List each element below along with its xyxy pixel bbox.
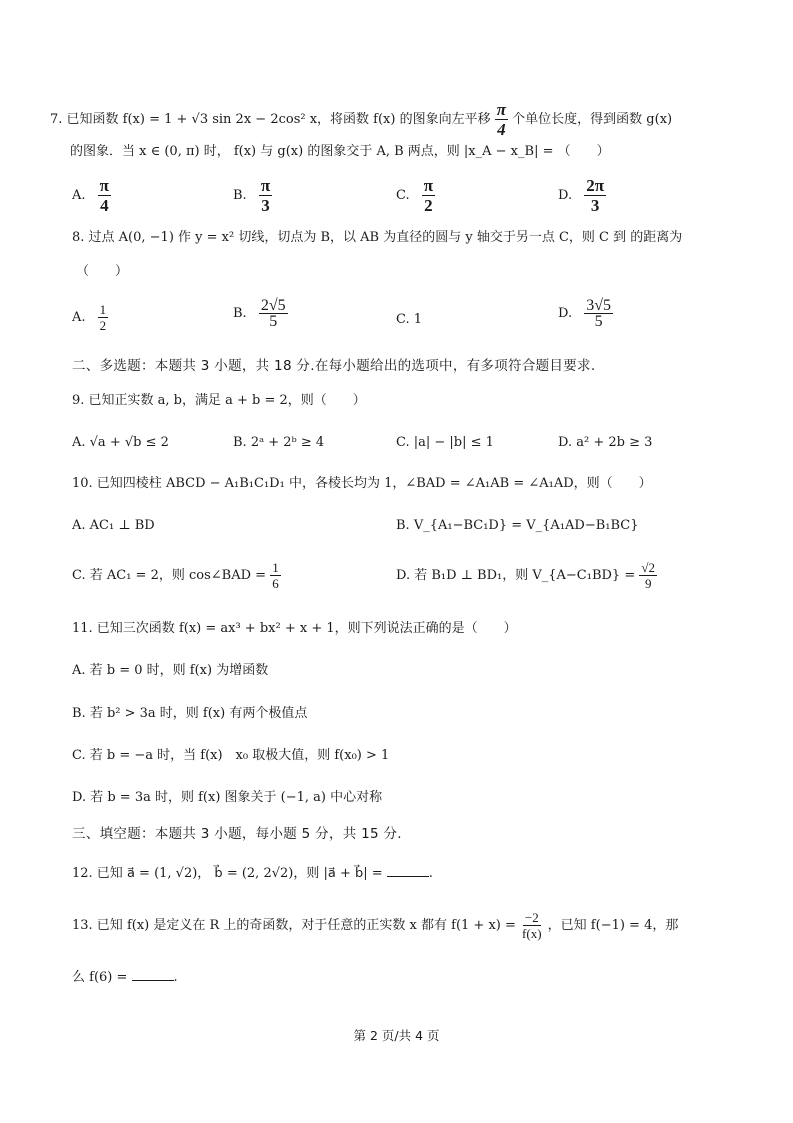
q7-option-d: [558, 176, 606, 215]
q8-option-d-frac: [584, 298, 613, 329]
q9-option-a: A. √a + √b ≤ 2: [72, 435, 169, 450]
q13-frac-num: −2: [524, 910, 539, 925]
q7-option-b-label: B.: [233, 188, 247, 203]
q10-option-a: A. AC₁ ⊥ BD: [72, 518, 155, 533]
q11-stem: 11. 已知三次函数 f(x) = ax³ + bx² + x + 1，则下列说法正确的是（ ）: [72, 621, 517, 636]
q7-stem-part2: 个单位长度，得到函数 g(x): [512, 112, 673, 127]
q7-option-d-den: 3: [590, 196, 600, 215]
q7-frac-num: π: [496, 100, 507, 119]
q7-option-b-den: 3: [261, 196, 270, 215]
q10-option-c: [72, 560, 281, 591]
q7-option-d-frac: [584, 176, 606, 215]
q7-option-a-num: π: [99, 176, 109, 195]
q12-line: [72, 862, 433, 884]
q8-option-a-den: 2: [99, 318, 107, 333]
q13-frac-den: f(x): [522, 926, 542, 941]
q8-option-a-num: 1: [99, 302, 107, 317]
q7-option-b-num: π: [260, 176, 271, 195]
q8-option-d-den: 5: [594, 313, 603, 330]
q8-option-c: [396, 310, 422, 330]
q7-option-c-frac: [422, 176, 435, 215]
q8-option-b-label: B.: [233, 306, 247, 321]
section-heading-fill-blank: 三、填空题：本题共 3 小题，每小题 5 分，共 15 分.: [72, 826, 402, 842]
q12-period: .: [428, 866, 433, 881]
q7-option-c-num: π: [423, 176, 434, 195]
q13-stem-part1: 13. 已知 f(x) 是定义在 R 上的奇函数，对于任意的正实数 x 都有 f(1 + x) =: [72, 918, 516, 933]
page-footer: 第 2 页/共 4 页: [353, 1028, 440, 1043]
q9-stem: 9. 已知正实数 a, b，满足 a + b = 2，则（ ）: [72, 393, 366, 408]
q8-line1: 8. 过点 A(0, −1) 作 y = x² 切线，切点为 B，以 AB 为直径的圆与 y 轴交于另一点 C，则 C 到 的距离为: [72, 230, 683, 245]
q7-option-c: [396, 176, 435, 215]
q7-option-b-frac: [259, 176, 272, 215]
q10-stem: 10. 已知四棱柱 ABCD − A₁B₁C₁D₁ 中，各棱长均为 1，∠BAD = ∠A₁AB = ∠A₁AD，则（ ）: [72, 476, 652, 491]
q10-option-c-text: C. 若 AC₁ = 2，则 cos∠BAD =: [72, 568, 267, 583]
q8-option-d: [558, 298, 613, 329]
q7-option-a: [72, 176, 111, 215]
q10-option-d-num: √2: [641, 560, 656, 575]
q7-option-a-frac: [98, 176, 111, 215]
q10-option-b: B. V_{A₁−BC₁D} = V_{A₁AD−B₁BC}: [396, 518, 639, 533]
q8-option-b-num: 2√5: [260, 297, 286, 314]
q11-option-a: A. 若 b = 0 时，则 f(x) 为增函数: [72, 663, 269, 678]
q7-option-a-label: A.: [72, 188, 86, 203]
q8-option-b: [233, 298, 288, 329]
q7-frac-den: 4: [497, 120, 506, 139]
q8-line2: （ ）: [76, 264, 129, 279]
q7-fraction: [495, 100, 508, 139]
q10-option-d: [396, 560, 657, 591]
q10-option-d-frac: [639, 560, 657, 591]
q7-option-d-num: 2π: [586, 176, 605, 195]
q10-option-d-den: 9: [644, 576, 652, 591]
q8-option-d-label: D.: [558, 306, 573, 321]
q11-option-b: B. 若 b² > 3a 时，则 f(x) 有两个极值点: [72, 706, 308, 721]
q10-option-c-frac: [270, 560, 281, 591]
q7-option-c-den: 2: [424, 196, 433, 215]
q7-option-a-den: 4: [100, 196, 109, 215]
q8-option-c-label: C.: [396, 312, 410, 327]
q8-option-b-frac: [259, 298, 288, 329]
q13-period: .: [173, 970, 178, 985]
q11-option-d: D. 若 b = 3a 时，则 f(x) 图象关于 (−1, a) 中心对称: [72, 790, 383, 805]
q8-option-a-label: A.: [72, 310, 86, 325]
q13-stem-line2: 么 f(6) =: [72, 970, 128, 985]
q13-fraction: [520, 910, 544, 941]
q11-option-c: C. 若 b = −a 时，当 f(x) x₀ 取极大值，则 f(x₀) > 1: [72, 748, 390, 763]
q7-option-b: [233, 176, 272, 215]
q10-option-c-den: 6: [272, 576, 279, 591]
q10-option-c-num: 1: [272, 560, 279, 575]
q8-option-a-frac: [98, 302, 109, 333]
q8-option-c-value: 1: [413, 312, 423, 327]
q7-option-d-label: D.: [558, 188, 573, 203]
q13-line1: [72, 910, 678, 941]
q13-stem-part2: ，已知 f(−1) = 4，那: [547, 918, 679, 933]
q9-option-b: B. 2ᵃ + 2ᵇ ≥ 4: [233, 435, 325, 450]
q8-option-b-den: 5: [269, 313, 278, 330]
q8-option-a: [72, 302, 108, 333]
q13-line2: [72, 966, 178, 988]
q9-option-c: C. |a| − |b| ≤ 1: [396, 435, 494, 450]
q12-answer-blank[interactable]: [387, 862, 429, 877]
q10-option-d-text: D. 若 B₁D ⊥ BD₁，则 V_{A−C₁BD} =: [396, 568, 636, 583]
q7-line2: 的图象．当 x ∈ (0, π) 时， f(x) 与 g(x) 的图象交于 A, B 两点，则 |x_A − x_B| = （ ）: [70, 144, 610, 159]
q13-answer-blank[interactable]: [132, 966, 174, 981]
q8-option-d-num: 3√5: [586, 297, 612, 314]
q12-stem: 12. 已知 a⃗ = (1, √2)， b⃗ = (2, 2√2)，则 |a⃗ + b⃗| =: [72, 866, 383, 881]
q9-option-d: D. a² + 2b ≥ 3: [558, 435, 653, 450]
q7-line1: [50, 100, 672, 139]
q7-stem-part1: 7. 已知函数 f(x) = 1 + √3 sin 2x − 2cos² x，将函数 f(x) 的图象向左平移: [50, 112, 491, 127]
q7-option-c-label: C.: [396, 188, 410, 203]
section-heading-multi-choice: 二、多选题：本题共 3 小题，共 18 分.在每小题给出的选项中，有多项符合题目要求.: [72, 358, 596, 374]
